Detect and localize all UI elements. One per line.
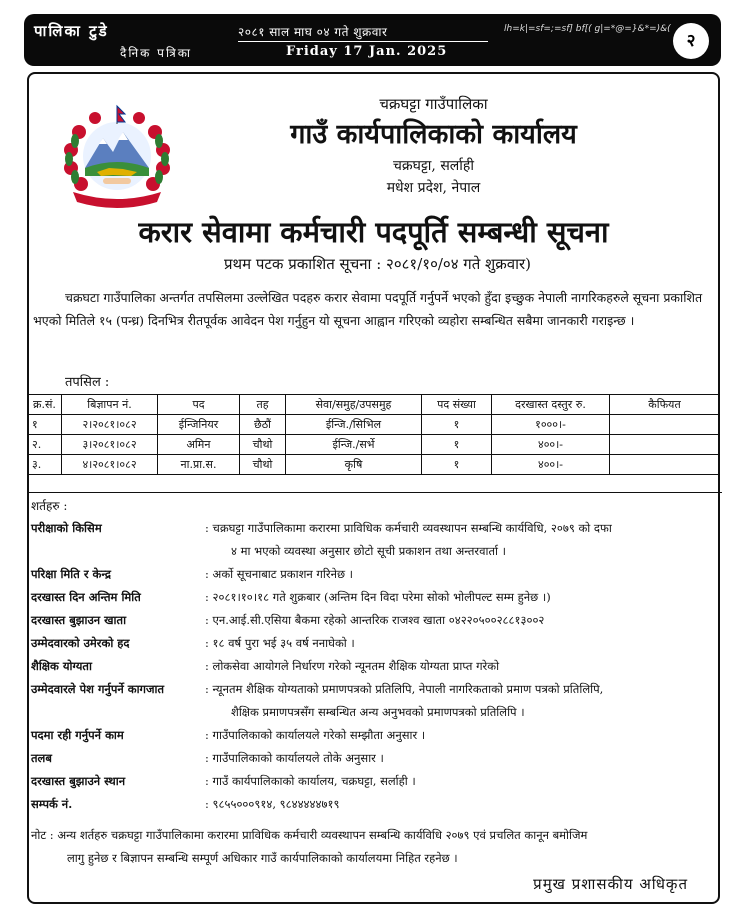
terms-section: [29, 492, 722, 811]
newspaper-subtitle: दैनिक पत्रिका: [120, 46, 193, 60]
term-value: : गाउँपालिकाको कार्यालयले तोके अनुसार ।: [205, 751, 384, 765]
office-name: गाउँ कार्यपालिकाको कार्यालय: [290, 119, 577, 150]
table-cell: १: [422, 415, 492, 435]
table-cell: ३.: [28, 455, 62, 475]
table-cell: ४।२०८१।०८२: [62, 455, 158, 475]
term-label: पदमा रही गर्नुपर्ने काम: [31, 728, 124, 742]
table-row: [28, 415, 720, 435]
term-label: सम्पर्क नं.: [31, 797, 73, 811]
note-section: [31, 824, 717, 870]
term-value: : २०८१।१०।१८ गते शुक्रबार (अन्तिम दिन विदा परेमा सोको भोलीपल्ट सम्म हुनेछ ।): [205, 590, 551, 604]
table-cell: १: [422, 435, 492, 455]
term-value: : लोकसेवा आयोगले निर्धारण गरेको न्यूनतम शैक्षिक योग्यता प्राप्त गरेको: [205, 659, 500, 673]
table-cell: [610, 415, 720, 435]
table-header-cell: कैफियत: [610, 395, 720, 415]
table-header-cell: बिज्ञापन नं.: [62, 395, 158, 415]
term-value: : चक्रघट्टा गाउँपालिकामा करारमा प्राविधिक कर्मचारी व्यवस्थापन सम्बन्धि कार्यविधि, २०७९ को दफा ४ मा भएको व्यवस्था अनुसार छोटो सूची प्रकाशन तथा अन्तरवार्ता ।: [205, 517, 717, 563]
public-notice: [27, 72, 720, 904]
terms-heading: शर्तहरु :: [31, 499, 68, 513]
masthead-divider: [238, 41, 488, 42]
table-cell: २.: [28, 435, 62, 455]
term-label: उम्मेदवारले पेश गर्नुपर्ने कागजात: [31, 682, 165, 696]
term-label: दरखास्त दिन अन्तिम मिति: [31, 590, 141, 604]
term-label: तलब: [31, 751, 52, 765]
table-header-cell: क्र.सं.: [28, 395, 62, 415]
table-cell: अमिन: [158, 435, 240, 455]
table-cell: चौथो: [240, 435, 286, 455]
address-line-2: मधेश प्रदेश, नेपाल: [386, 180, 481, 196]
table-cell: ईन्जिनियर: [158, 415, 240, 435]
term-label: दरखास्त बुझाउन खाता: [31, 613, 127, 627]
newspaper-name: पालिका टुडे: [34, 22, 109, 40]
note-line-2: लागु हुनेछ र बिज्ञापन सम्बन्धि सम्पूर्ण अधिकार गाउँ कार्यपालिकाको कार्यालयमा निहित रहनेछ ।: [67, 851, 458, 865]
term-label: परीक्षाको किसिम: [31, 521, 102, 535]
publication-info: प्रथम पटक प्रकाशित सूचना : २०८१/१०/०४ गते शुक्रवार): [223, 255, 531, 273]
table-cell: ईन्जि./सिभिल: [286, 415, 422, 435]
table-cell: [610, 455, 720, 475]
term-value-continued: शैक्षिक प्रमाणपत्रसँग सम्बन्धित अन्य अनुभवको प्रमाणपत्रको प्रतिलिपि ।: [231, 705, 525, 719]
masthead-scribble: lh=k|=sf=;=sf] bf[( g|=*@=}&*=)&(: [504, 24, 671, 34]
term-value: : ९८५५०००९१४, ९८४४४४४७१९: [205, 797, 340, 811]
table-cell: १: [422, 455, 492, 475]
table-header-cell: तह: [240, 395, 286, 415]
table-cell: छैठौं: [240, 415, 286, 435]
table-cell: ३।२०८१।०८२: [62, 435, 158, 455]
table-cell: ४००।-: [492, 455, 610, 475]
term-label: शैक्षिक योग्यता: [31, 659, 92, 673]
table-row: [28, 435, 720, 455]
newspaper-masthead: [24, 14, 721, 66]
page-number-badge: २: [673, 23, 709, 59]
table-cell: १: [28, 415, 62, 435]
table-cell: १०००।-: [492, 415, 610, 435]
term-value: : १८ वर्ष पुरा भई ३५ वर्ष ननाघेको ।: [205, 636, 355, 650]
vacancy-table: [27, 394, 720, 475]
signatory-title: प्रमुख प्रशासकीय अधिकृत: [533, 875, 688, 893]
term-value: : न्यूनतम शैक्षिक योग्यताको प्रमाणपत्रको प्रतिलिपि, नेपाली नागरिकताको प्रमाण पत्रको प्रतिलिपि, शैक्षिक प्रमाणपत्रसँग सम्बन्धित अन्य अनुभवको प्रमाणपत्रको प्रतिलिपि ।: [205, 678, 717, 724]
table-header-cell: पद संख्या: [422, 395, 492, 415]
term-label: उम्मेदवारको उमेरको हद: [31, 636, 130, 650]
table-header-cell: पद: [158, 395, 240, 415]
table-cell: ना.प्रा.स.: [158, 455, 240, 475]
table-cell: [610, 435, 720, 455]
english-date: Friday 17 Jan. 2025: [286, 44, 448, 59]
table-cell: २।२०८१।०८२: [62, 415, 158, 435]
details-label: तपसिल :: [65, 375, 110, 390]
table-cell: कृषि: [286, 455, 422, 475]
table-header-row: [28, 395, 720, 415]
term-value: : गाउँपालिकाको कार्यालयले गरेको सम्झौता अनुसार ।: [205, 728, 426, 742]
address-line-1: चक्रघट्टा, सर्लाही: [393, 158, 474, 174]
term-label: दरखास्त बुझाउने स्थान: [31, 774, 126, 788]
term-label: परिक्षा मिति र केन्द्र: [31, 567, 112, 581]
nepali-date: २०८१ साल माघ ०४ गते शुक्रवार: [238, 25, 388, 39]
term-value-continued: ४ मा भएको व्यवस्था अनुसार छोटो सूची प्रकाशन तथा अन्तरवार्ता ।: [231, 544, 506, 558]
municipality-name: चक्रघट्टा गाउँपालिका: [379, 95, 488, 113]
table-cell: ४००।-: [492, 435, 610, 455]
table-cell: ईन्जि./सर्भे: [286, 435, 422, 455]
table-header-cell: सेवा/समुह/उपसमुह: [286, 395, 422, 415]
term-value: : अर्को सूचनाबाट प्रकाशन गरिनेछ ।: [205, 567, 354, 581]
table-row: [28, 455, 720, 475]
notice-paragraph: चक्रघटा गाउँपालिका अन्तर्गत तपसिलमा उल्लेखित पदहरु करार सेवामा पदपूर्ति गर्नुपर्ने भएको हुँदा इच्छुक नेपाली नागरिकहरुले सूचना प्रकाशित भएको मितिले १५ (पन्ध्र) दिनभित्र रीतपूर्वक आवेदन पेश गर्नुहुन यो सूचना आह्वान गरिएको व्यहोरा सम्बन्धित सबैमा जानकारी गराइन्छ ।: [33, 290, 703, 328]
term-value: : गाउँ कार्यपालिकाको कार्यालय, चक्रघट्टा, सर्लाही ।: [205, 774, 416, 788]
term-value: : एन.आई.सी.एसिया बैकमा रहेको आन्तरिक राजश्व खाता ०४२२०५००२८८१३००२: [205, 613, 545, 627]
note-line-1: नोट : अन्य शर्तहरु चक्रघट्टा गाउँपालिकामा करारमा प्राविधिक कर्मचारी व्यवस्थापन सम्बन्धि कार्यविधि २०७९ एवं प्रचलित कानून बमोजिम: [31, 828, 588, 842]
table-cell: चौथो: [240, 455, 286, 475]
table-header-cell: दरखास्त दस्तुर रु.: [492, 395, 610, 415]
notice-title: करार सेवामा कर्मचारी पदपूर्ति सम्बन्धी सूचना: [138, 215, 609, 249]
